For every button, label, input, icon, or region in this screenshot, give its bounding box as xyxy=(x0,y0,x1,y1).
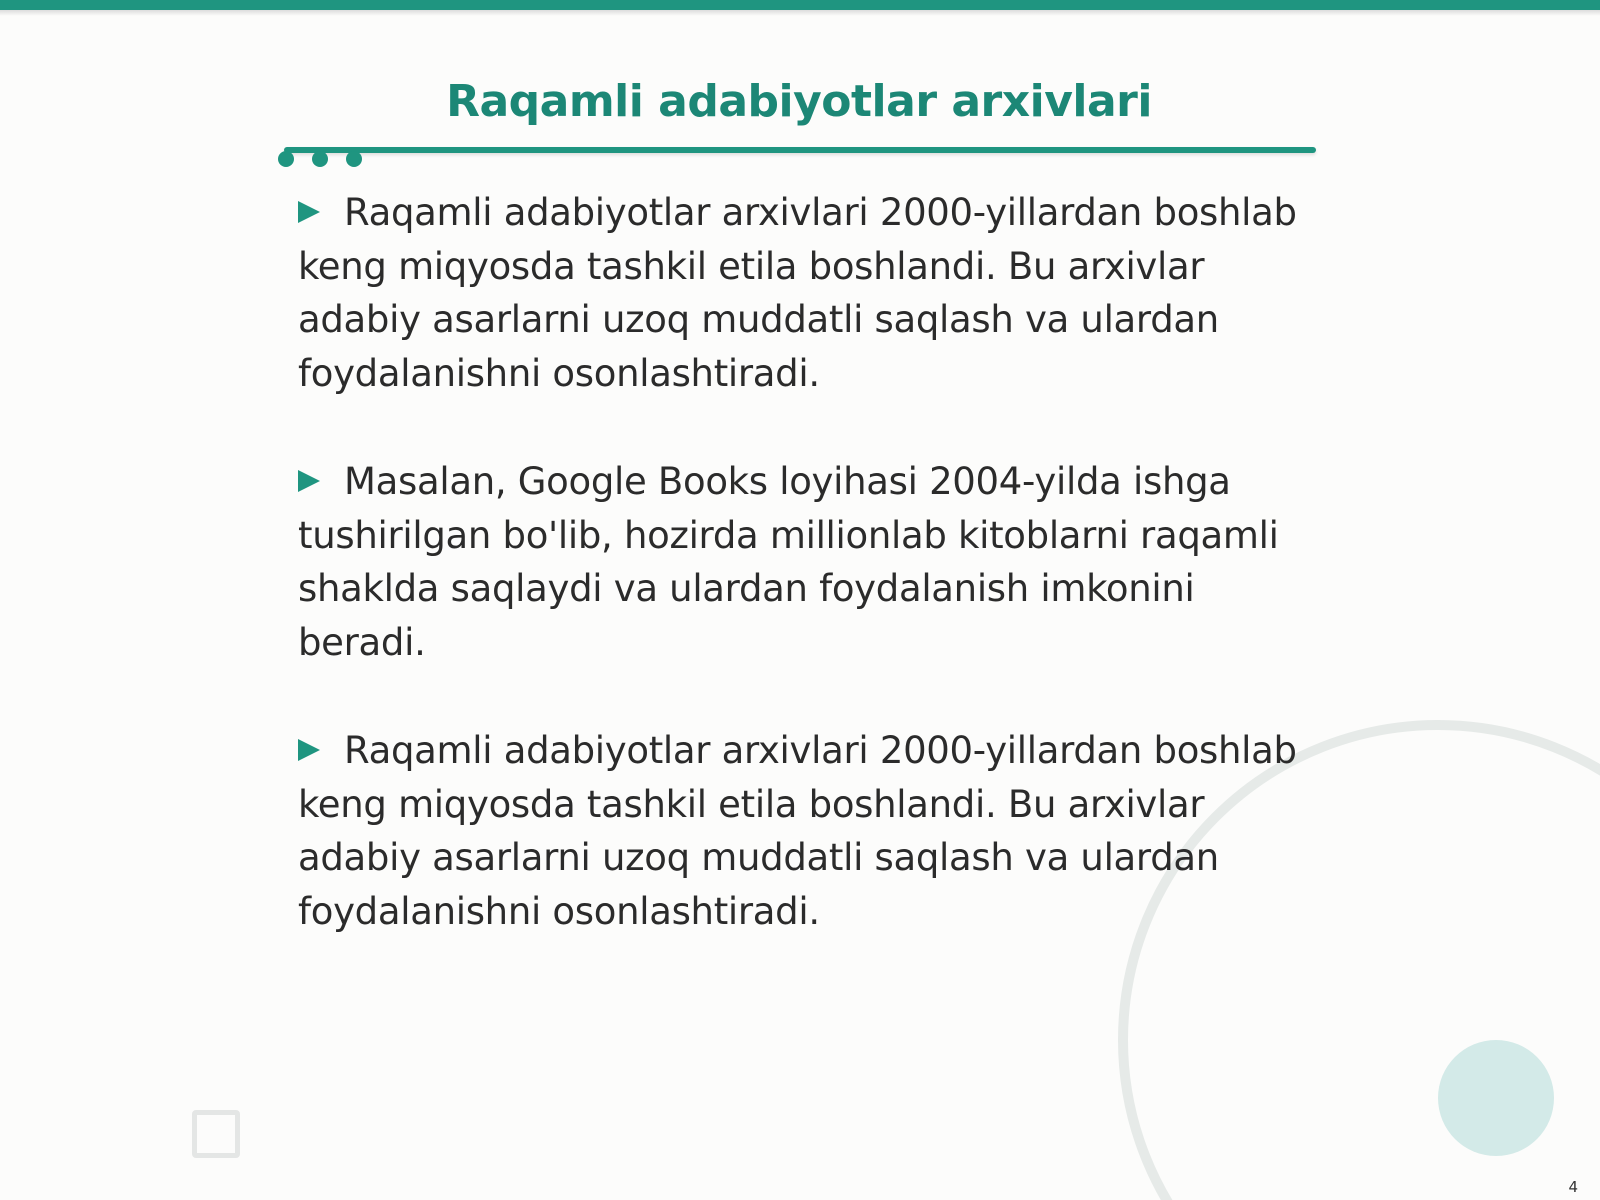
triangle-right-icon xyxy=(298,201,320,223)
bullet-text: Raqamli adabiyotlar arxivlari 2000-yillardan boshlab keng miqyosda tashkil etila boshlandi. Bu arxivlar adabiy asarlarni uzoq muddatli saqlash va ulardan foydalanishni osonlashtiradi. xyxy=(298,191,1297,395)
underline-dot xyxy=(346,151,362,167)
bullet-list xyxy=(298,186,1308,993)
bullet-text: Raqamli adabiyotlar arxivlari 2000-yillardan boshlab keng miqyosda tashkil etila boshlandi. Bu arxivlar adabiy asarlarni uzoq muddatli saqlash va ulardan foydalanishni osonlashtiradi. xyxy=(298,729,1297,933)
underline-dot xyxy=(278,151,294,167)
slide-title: Raqamli adabiyotlar arxivlari xyxy=(446,76,1152,127)
decorative-square xyxy=(192,1110,240,1158)
bullet-text: Masalan, Google Books loyihasi 2004-yilda ishga tushirilgan bo'lib, hozirda millionlab kitoblarni raqamli shaklda saqlaydi va ulardan foydalanish imkonini beradi. xyxy=(298,460,1279,664)
decorative-circle xyxy=(1438,1040,1554,1156)
page-number: 4 xyxy=(1568,1178,1578,1196)
triangle-right-icon xyxy=(298,470,320,492)
title-underline xyxy=(284,147,1316,153)
top-accent-bar xyxy=(0,0,1600,10)
triangle-right-icon xyxy=(298,739,320,761)
bullet-item xyxy=(298,186,1308,400)
top-bar-shadow xyxy=(0,10,1600,16)
underline-dot xyxy=(312,151,328,167)
bullet-item xyxy=(298,724,1308,938)
bullet-item xyxy=(298,455,1308,669)
